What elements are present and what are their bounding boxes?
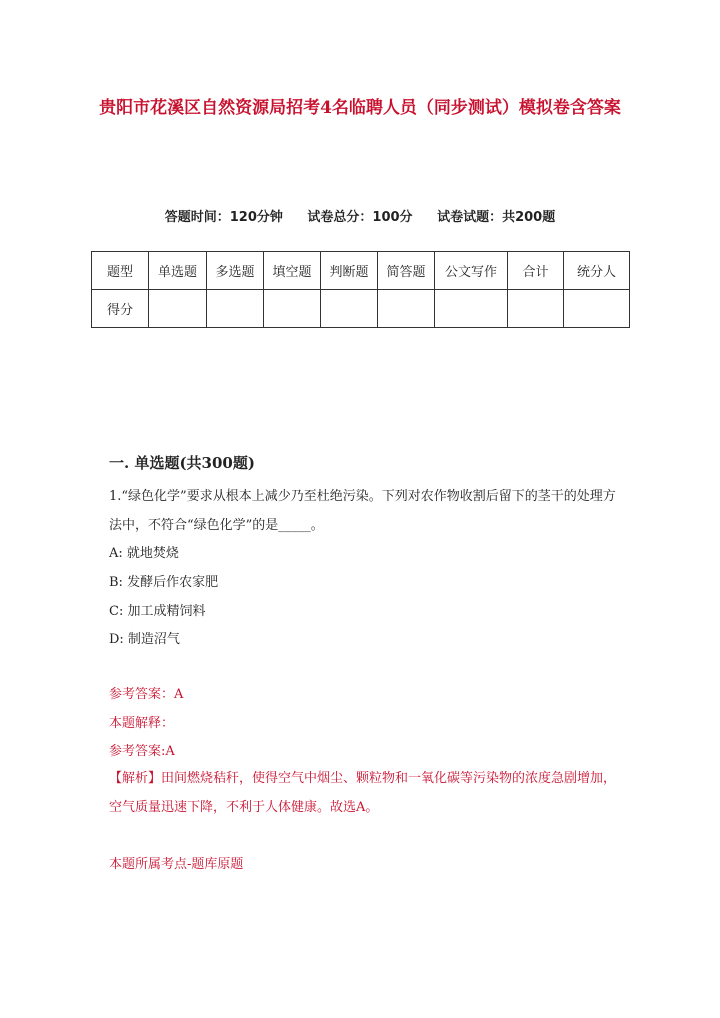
table-cell (149, 290, 207, 328)
option-d: D: 制造沼气 (109, 632, 180, 647)
table-cell: 判断题 (321, 252, 378, 290)
section-heading: 一. 单选题(共300题) (109, 454, 255, 472)
table-cell (264, 290, 321, 328)
explanation-tag: 【解析】 (109, 771, 162, 786)
table-cell (435, 290, 508, 328)
option-b: B: 发酵后作农家肥 (109, 575, 219, 590)
table-cell (564, 290, 630, 328)
question-source: 本题所属考点-题库原题 (109, 857, 244, 872)
table-cell: 单选题 (149, 252, 207, 290)
table-cell: 公文写作 (435, 252, 508, 290)
exam-question-count: 试卷试题：共200题 (437, 210, 556, 225)
reference-answer-2: 参考答案:A (109, 744, 175, 759)
table-cell (378, 290, 435, 328)
table-cell (207, 290, 264, 328)
reference-answer: 参考答案：A (109, 687, 184, 702)
explanation-text (109, 764, 619, 822)
table-cell: 简答题 (378, 252, 435, 290)
document-title: 贵阳市花溪区自然资源局招考4名临聘人员（同步测试）模拟卷含答案 (99, 98, 621, 118)
table-cell: 合计 (508, 252, 564, 290)
exam-total-score: 试卷总分：100分 (307, 210, 413, 225)
table-cell: 填空题 (264, 252, 321, 290)
table-cell: 统分人 (564, 252, 630, 290)
score-table-header-row (92, 252, 630, 290)
table-cell: 题型 (92, 252, 149, 290)
table-cell: 多选题 (207, 252, 264, 290)
table-cell: 得分 (92, 290, 149, 328)
table-cell (508, 290, 564, 328)
score-table-score-row (92, 290, 630, 328)
option-a: A: 就地焚烧 (109, 546, 179, 561)
exam-time: 答题时间：120分钟 (164, 210, 283, 225)
explanation-body: 田间燃烧秸秆，使得空气中烟尘、颗粒物和一氧化碳等污染物的浓度急剧增加，空气质量迅速下降，不利于人体健康。故选A。 (109, 771, 617, 815)
score-table (91, 251, 630, 328)
explanation-label: 本题解释： (109, 716, 175, 731)
question-text: 1.“绿色化学”要求从根本上减少乃至杜绝污染。下列对农作物收割后留下的茎干的处理方法中，不符合“绿色化学”的是_____。 (109, 489, 616, 533)
table-cell (321, 290, 378, 328)
exam-meta (0, 206, 720, 225)
option-c: C: 加工成精饲料 (109, 604, 206, 619)
